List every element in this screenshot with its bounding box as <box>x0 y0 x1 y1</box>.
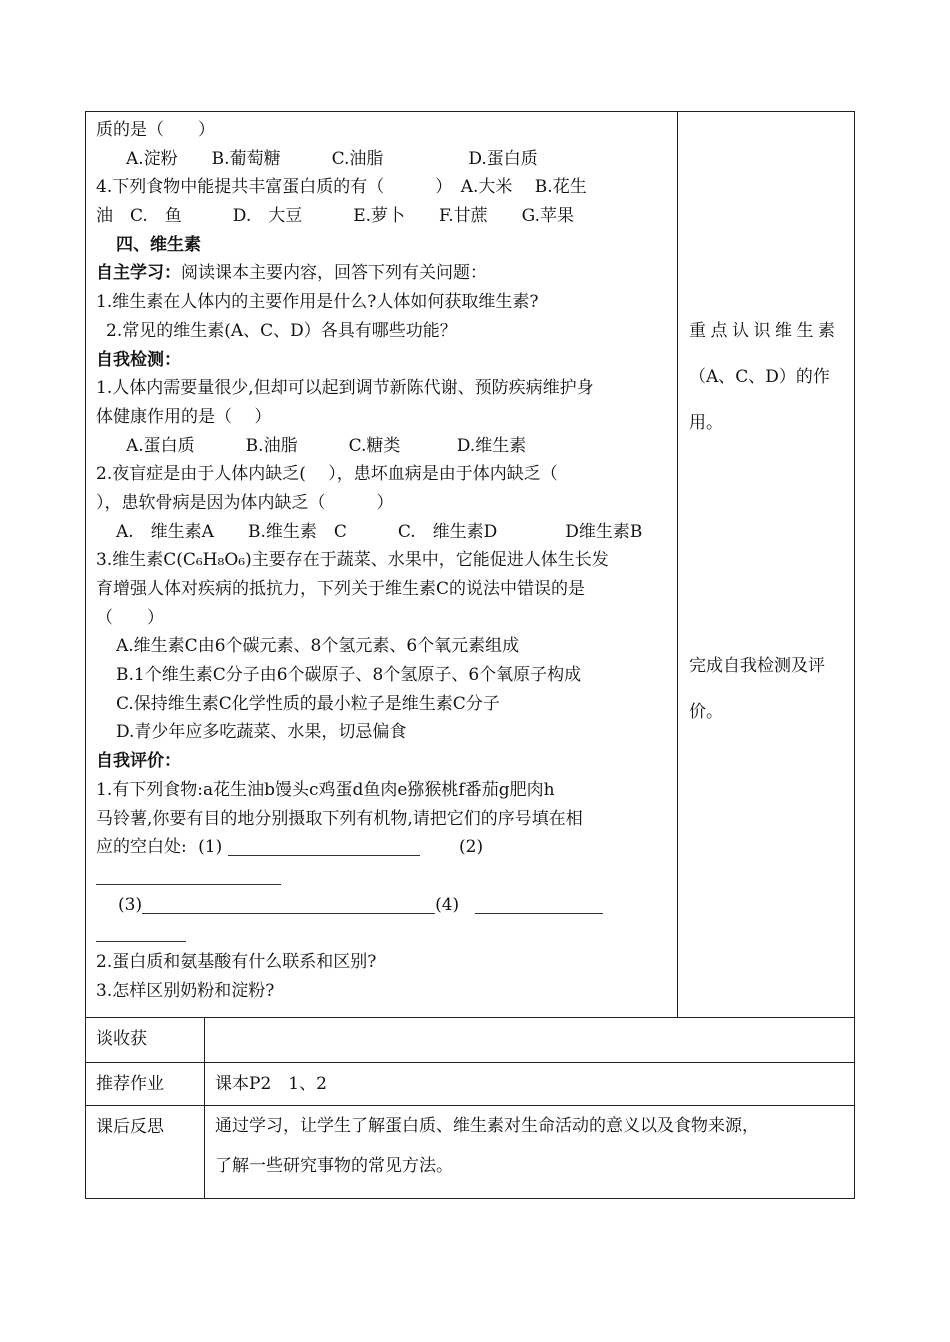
blank-label-3: (3) <box>118 894 143 915</box>
row-value <box>205 1018 854 1062</box>
text-line: A.淀粉 B.葡萄糖 C.油脂 D.蛋白质 <box>126 148 538 169</box>
text-line: A. 维生素A B.维生素 C C. 维生素D D维生素B <box>116 521 643 542</box>
text-line: 1.有下列食物:a花生油b馒头c鸡蛋d鱼肉e猕猴桃f番茄g肥肉h <box>96 779 555 800</box>
text-line: 油 C. 鱼 D. 大豆 E.萝卜 F.甘蔗 G.苹果 <box>96 206 574 227</box>
blank-label-4: (4) <box>435 894 460 915</box>
text-line: C.保持维生素C化学性质的最小粒子是维生素C分子 <box>116 693 500 714</box>
self-study-label: 自主学习： <box>96 263 181 284</box>
side-note-line: 重点认识维生素 <box>689 321 840 341</box>
text-line: 育增强人体对疾病的抵抗力，下列关于维生素C的说法中错误的是 <box>96 579 586 599</box>
side-note-complete <box>689 643 849 735</box>
side-note-line: 完成自我检测及评 <box>689 656 825 676</box>
section-heading-self-check: 自我检测： <box>96 349 181 370</box>
text-line: A.维生素C由6个碳元素、8个氢元素、6个氧元素组成 <box>116 636 520 657</box>
text-line: （ ） <box>96 607 164 628</box>
fill-blank-line <box>96 862 676 891</box>
fill-blank-line <box>96 891 676 920</box>
text-line: 马铃薯,你要有目的地分别摄取下列有机物,请把它们的序号填在相 <box>96 808 583 829</box>
text-line: 4.下列食物中能提共丰富蛋白质的有（ ） A.大米 B.花生 <box>96 177 587 198</box>
side-note-line: 价。 <box>689 702 723 722</box>
text-line: 质的是（ ） <box>96 120 215 140</box>
section-heading-vitamins: 四、维生素 <box>116 234 201 255</box>
reflection-line: 通过学习，让学生了解蛋白质、维生素对生命活动的意义以及食物来源， <box>215 1116 759 1136</box>
text-line: 2.蛋白质和氨基酸有什么联系和区别? <box>96 951 377 972</box>
text-line: 应的空白处: <box>96 837 187 858</box>
blank-field-4[interactable] <box>475 897 603 914</box>
row-label: 课后反思 <box>86 1106 205 1198</box>
blank-field-3[interactable] <box>142 897 435 914</box>
blank-field-1[interactable] <box>228 839 420 856</box>
text-line: D.青少年应多吃蔬菜、水果，切忌偏食 <box>116 722 407 743</box>
side-note-line: （A、C、D）的作 <box>689 367 830 387</box>
text-line: ），患软骨病是因为体内缺乏（ ） <box>96 492 394 513</box>
side-note-line: 用。 <box>689 413 723 433</box>
table-row-reflection <box>86 1105 854 1198</box>
text-line: 体健康作用的是（ ） <box>96 406 272 427</box>
text-line: A.蛋白质 B.油脂 C.糖类 D.维生素 <box>126 435 527 456</box>
text-line: 3.维生素C(C₆H₈O₆)主要存在于蔬菜、水果中，它能促进人体生长发 <box>96 550 609 571</box>
table-row-harvest <box>86 1017 854 1062</box>
table-row-homework <box>86 1062 854 1105</box>
text-line: 1.人体内需要量很少,但却可以起到调节新陈代谢、预防疾病维护身 <box>96 378 594 399</box>
lesson-table-upper <box>85 111 855 1018</box>
blank-label-2: (2) <box>459 837 484 858</box>
text-line: 1.维生素在人体内的主要作用是什么?人体如何获取维生素? <box>96 292 539 313</box>
row-value: 课本P2 1、2 <box>215 1074 327 1094</box>
fill-blank-line <box>96 919 676 948</box>
self-study-line <box>96 259 676 288</box>
row-value <box>205 1106 854 1198</box>
blank-label-1: (1) <box>198 837 223 858</box>
column-divider <box>677 112 678 1017</box>
text-line: 2.常见的维生素(A、C、D）各具有哪些功能？ <box>106 320 457 341</box>
text-line: 3.怎样区别奶粉和淀粉? <box>96 980 275 1001</box>
fill-blank-line <box>96 833 676 862</box>
main-content-cell <box>96 116 676 1005</box>
row-label: 推荐作业 <box>86 1063 205 1105</box>
side-note-focus <box>689 308 849 446</box>
text-line: 2.夜盲症是由于人体内缺乏( ），患坏血病是由于体内缺乏（ <box>96 464 558 485</box>
text-line: B.1个维生素C分子由6个碳原子、8个氢原子、6个氧原子构成 <box>116 665 582 686</box>
blank-field-5[interactable] <box>96 925 186 942</box>
blank-field-2[interactable] <box>96 868 281 885</box>
lesson-table-lower <box>85 1017 855 1199</box>
section-heading-self-evaluation: 自我评价： <box>96 751 181 772</box>
self-study-text: 阅读课本主要内容，回答下列有关问题： <box>181 263 487 284</box>
row-label: 谈收获 <box>86 1018 205 1062</box>
reflection-line: 了解一些研究事物的常见方法。 <box>215 1156 453 1176</box>
